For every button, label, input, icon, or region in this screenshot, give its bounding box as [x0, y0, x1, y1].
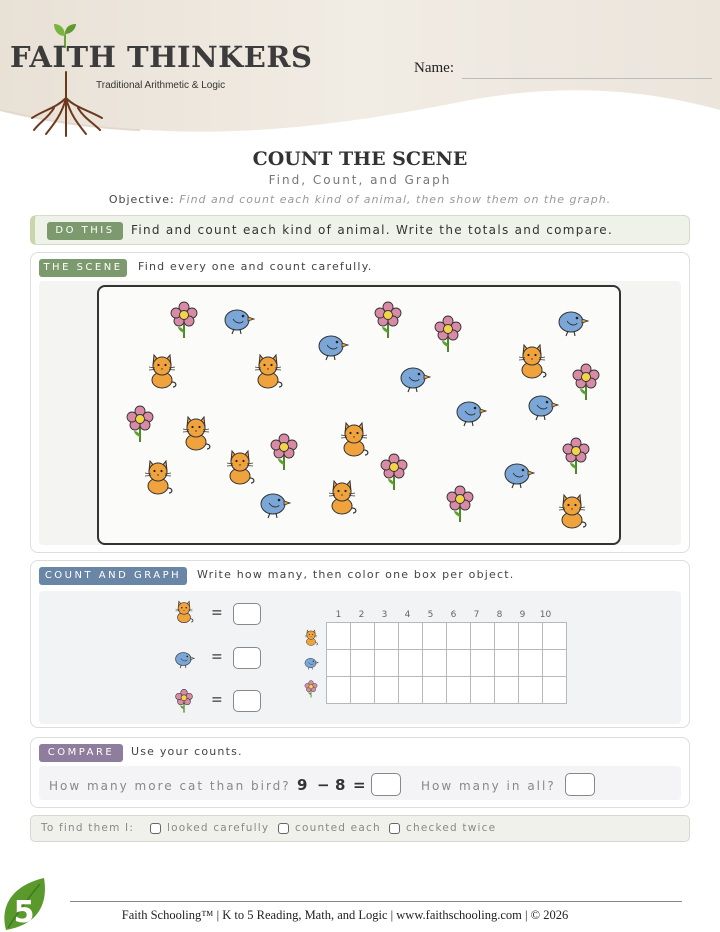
scene-panel [30, 252, 690, 553]
logo-subtitle: Traditional Arithmetic & Logic [96, 80, 226, 91]
graph-cell[interactable] [327, 677, 351, 704]
graph-row-flower [327, 677, 567, 704]
expr-b: 8 [335, 776, 346, 794]
logo [8, 36, 313, 116]
count-graph-panel [30, 560, 690, 728]
graph-cell[interactable] [543, 623, 567, 650]
do-this-bar [30, 215, 690, 245]
expr-a: 9 [297, 776, 308, 794]
scene-tag: THE SCENE [39, 259, 127, 277]
graph-cell[interactable] [423, 677, 447, 704]
count-graph-tag: COUNT AND GRAPH [39, 567, 187, 585]
flower-icon [123, 405, 157, 443]
flower-icon [431, 315, 465, 353]
bird-count-box[interactable] [233, 647, 261, 669]
graph-cell[interactable] [495, 623, 519, 650]
graph-column-number: 5 [427, 610, 434, 620]
flower-icon [569, 363, 603, 401]
difference-answer-box[interactable] [371, 773, 401, 796]
cat-icon [179, 413, 213, 451]
graph-cell[interactable] [327, 650, 351, 677]
tree-roots-icon [26, 68, 106, 140]
flower-icon [371, 301, 405, 339]
flower-icon [267, 433, 301, 471]
flower-row-icon [303, 679, 319, 699]
graph-cell[interactable] [471, 623, 495, 650]
graph-cell[interactable] [375, 650, 399, 677]
graph-column-number: 3 [381, 610, 388, 620]
name-line[interactable] [462, 78, 712, 79]
cat-icon [173, 597, 195, 625]
equals-sign: = [211, 692, 223, 708]
cat-row-icon [303, 627, 319, 647]
objective-text: Find and count each kind of animal, then show them on the graph. [179, 193, 612, 206]
graph-column-number: 2 [358, 610, 365, 620]
do-this-text: Find and count each kind of animal. Write the totals and compare. [131, 223, 614, 237]
cat-icon [555, 491, 589, 529]
graph-cell[interactable] [375, 677, 399, 704]
bird-icon [315, 327, 349, 365]
bird-icon [397, 359, 431, 397]
checklist-intro: To find them I: [41, 822, 135, 834]
grade-leaf-icon [0, 878, 50, 932]
cat-icon [141, 457, 175, 495]
checklist-item-2: counted each [295, 822, 381, 834]
graph-column-number: 7 [473, 610, 480, 620]
bird-icon [501, 455, 535, 493]
graph-column-number: 9 [519, 610, 526, 620]
graph-column-number: 1 [335, 610, 342, 620]
bird-icon [257, 485, 291, 523]
graph-cell[interactable] [351, 677, 375, 704]
checklist-bar [30, 815, 690, 842]
total-answer-box[interactable] [565, 773, 595, 796]
page-title: COUNT THE SCENE [252, 148, 468, 170]
graph-cell[interactable] [519, 677, 543, 704]
bird-icon [453, 393, 487, 431]
checklist-item-3: checked twice [406, 822, 497, 834]
objective [0, 193, 720, 206]
graph-cell[interactable] [351, 623, 375, 650]
cat-icon [337, 419, 371, 457]
compare-question-2: How many in all? [421, 779, 556, 793]
graph-cell[interactable] [351, 650, 375, 677]
checklist-item-1: looked carefully [167, 822, 270, 834]
graph-cell[interactable] [423, 650, 447, 677]
graph-cell[interactable] [399, 623, 423, 650]
graph-row-cat [327, 623, 567, 650]
bird-icon [525, 387, 559, 425]
compare-equals: = [353, 776, 366, 794]
compare-tag: COMPARE [39, 744, 123, 762]
page-subtitle: Find, Count, and Graph [268, 173, 452, 187]
name-field[interactable] [414, 48, 714, 88]
flower-icon [443, 485, 477, 523]
footer-text: Faith Schooling™ | K to 5 Reading, Math, and Logic | www.faithschooling.com | © 2026 [121, 908, 569, 922]
graph-column-number: 4 [404, 610, 411, 620]
compare-instruction: Use your counts. [131, 745, 243, 758]
bird-icon [173, 645, 195, 673]
checkbox-counted-each[interactable] [278, 823, 289, 834]
graph-cell[interactable] [447, 650, 471, 677]
flower-count-box[interactable] [233, 690, 261, 712]
bird-icon [221, 301, 255, 339]
graph-column-number: 8 [496, 610, 503, 620]
graph-cell[interactable] [447, 677, 471, 704]
graph-cell[interactable] [543, 677, 567, 704]
name-label: Name: [414, 60, 454, 76]
cat-icon [515, 341, 549, 379]
graph-cell[interactable] [423, 623, 447, 650]
cat-icon [223, 447, 257, 485]
compare-question-1: How many more cat than bird? [49, 779, 291, 793]
scene-instruction: Find every one and count carefully. [138, 260, 373, 273]
compare-panel [30, 737, 690, 808]
graph-cell[interactable] [543, 650, 567, 677]
objective-label: Objective: [108, 193, 175, 206]
flower-icon [173, 687, 195, 715]
checkbox-looked-carefully[interactable] [150, 823, 161, 834]
graph-cell[interactable] [495, 650, 519, 677]
graph-cell[interactable] [447, 623, 471, 650]
checkbox-checked-twice[interactable] [389, 823, 400, 834]
graph-cell[interactable] [495, 677, 519, 704]
cat-icon [251, 351, 285, 389]
graph-column-number: 6 [450, 610, 457, 620]
cat-icon [145, 351, 179, 389]
graph-cell[interactable] [399, 677, 423, 704]
graph-cell[interactable] [519, 623, 543, 650]
do-this-tag: DO THIS [47, 222, 123, 240]
flower-icon [377, 453, 411, 491]
graph-cell[interactable] [399, 650, 423, 677]
equals-sign: = [211, 649, 223, 665]
bird-icon [555, 303, 589, 341]
flower-icon [167, 301, 201, 339]
graph-cell[interactable] [471, 677, 495, 704]
graph-cell[interactable] [375, 623, 399, 650]
minus-sign: − [317, 776, 330, 794]
count-graph-instruction: Write how many, then color one box per object. [197, 568, 515, 581]
logo-title: FAITH THINKERS [10, 40, 313, 74]
cat-icon [325, 477, 359, 515]
graph-column-number: 10 [539, 610, 552, 620]
equals-sign: = [211, 605, 223, 621]
grade-number: 5 [13, 895, 35, 930]
flower-icon [559, 437, 593, 475]
bar-graph-grid [326, 622, 567, 704]
graph-cell[interactable] [471, 650, 495, 677]
graph-cell[interactable] [327, 623, 351, 650]
bird-row-icon [303, 653, 319, 673]
graph-cell[interactable] [519, 650, 543, 677]
cat-count-box[interactable] [233, 603, 261, 625]
footer-divider [70, 901, 682, 902]
graph-row-bird [327, 650, 567, 677]
